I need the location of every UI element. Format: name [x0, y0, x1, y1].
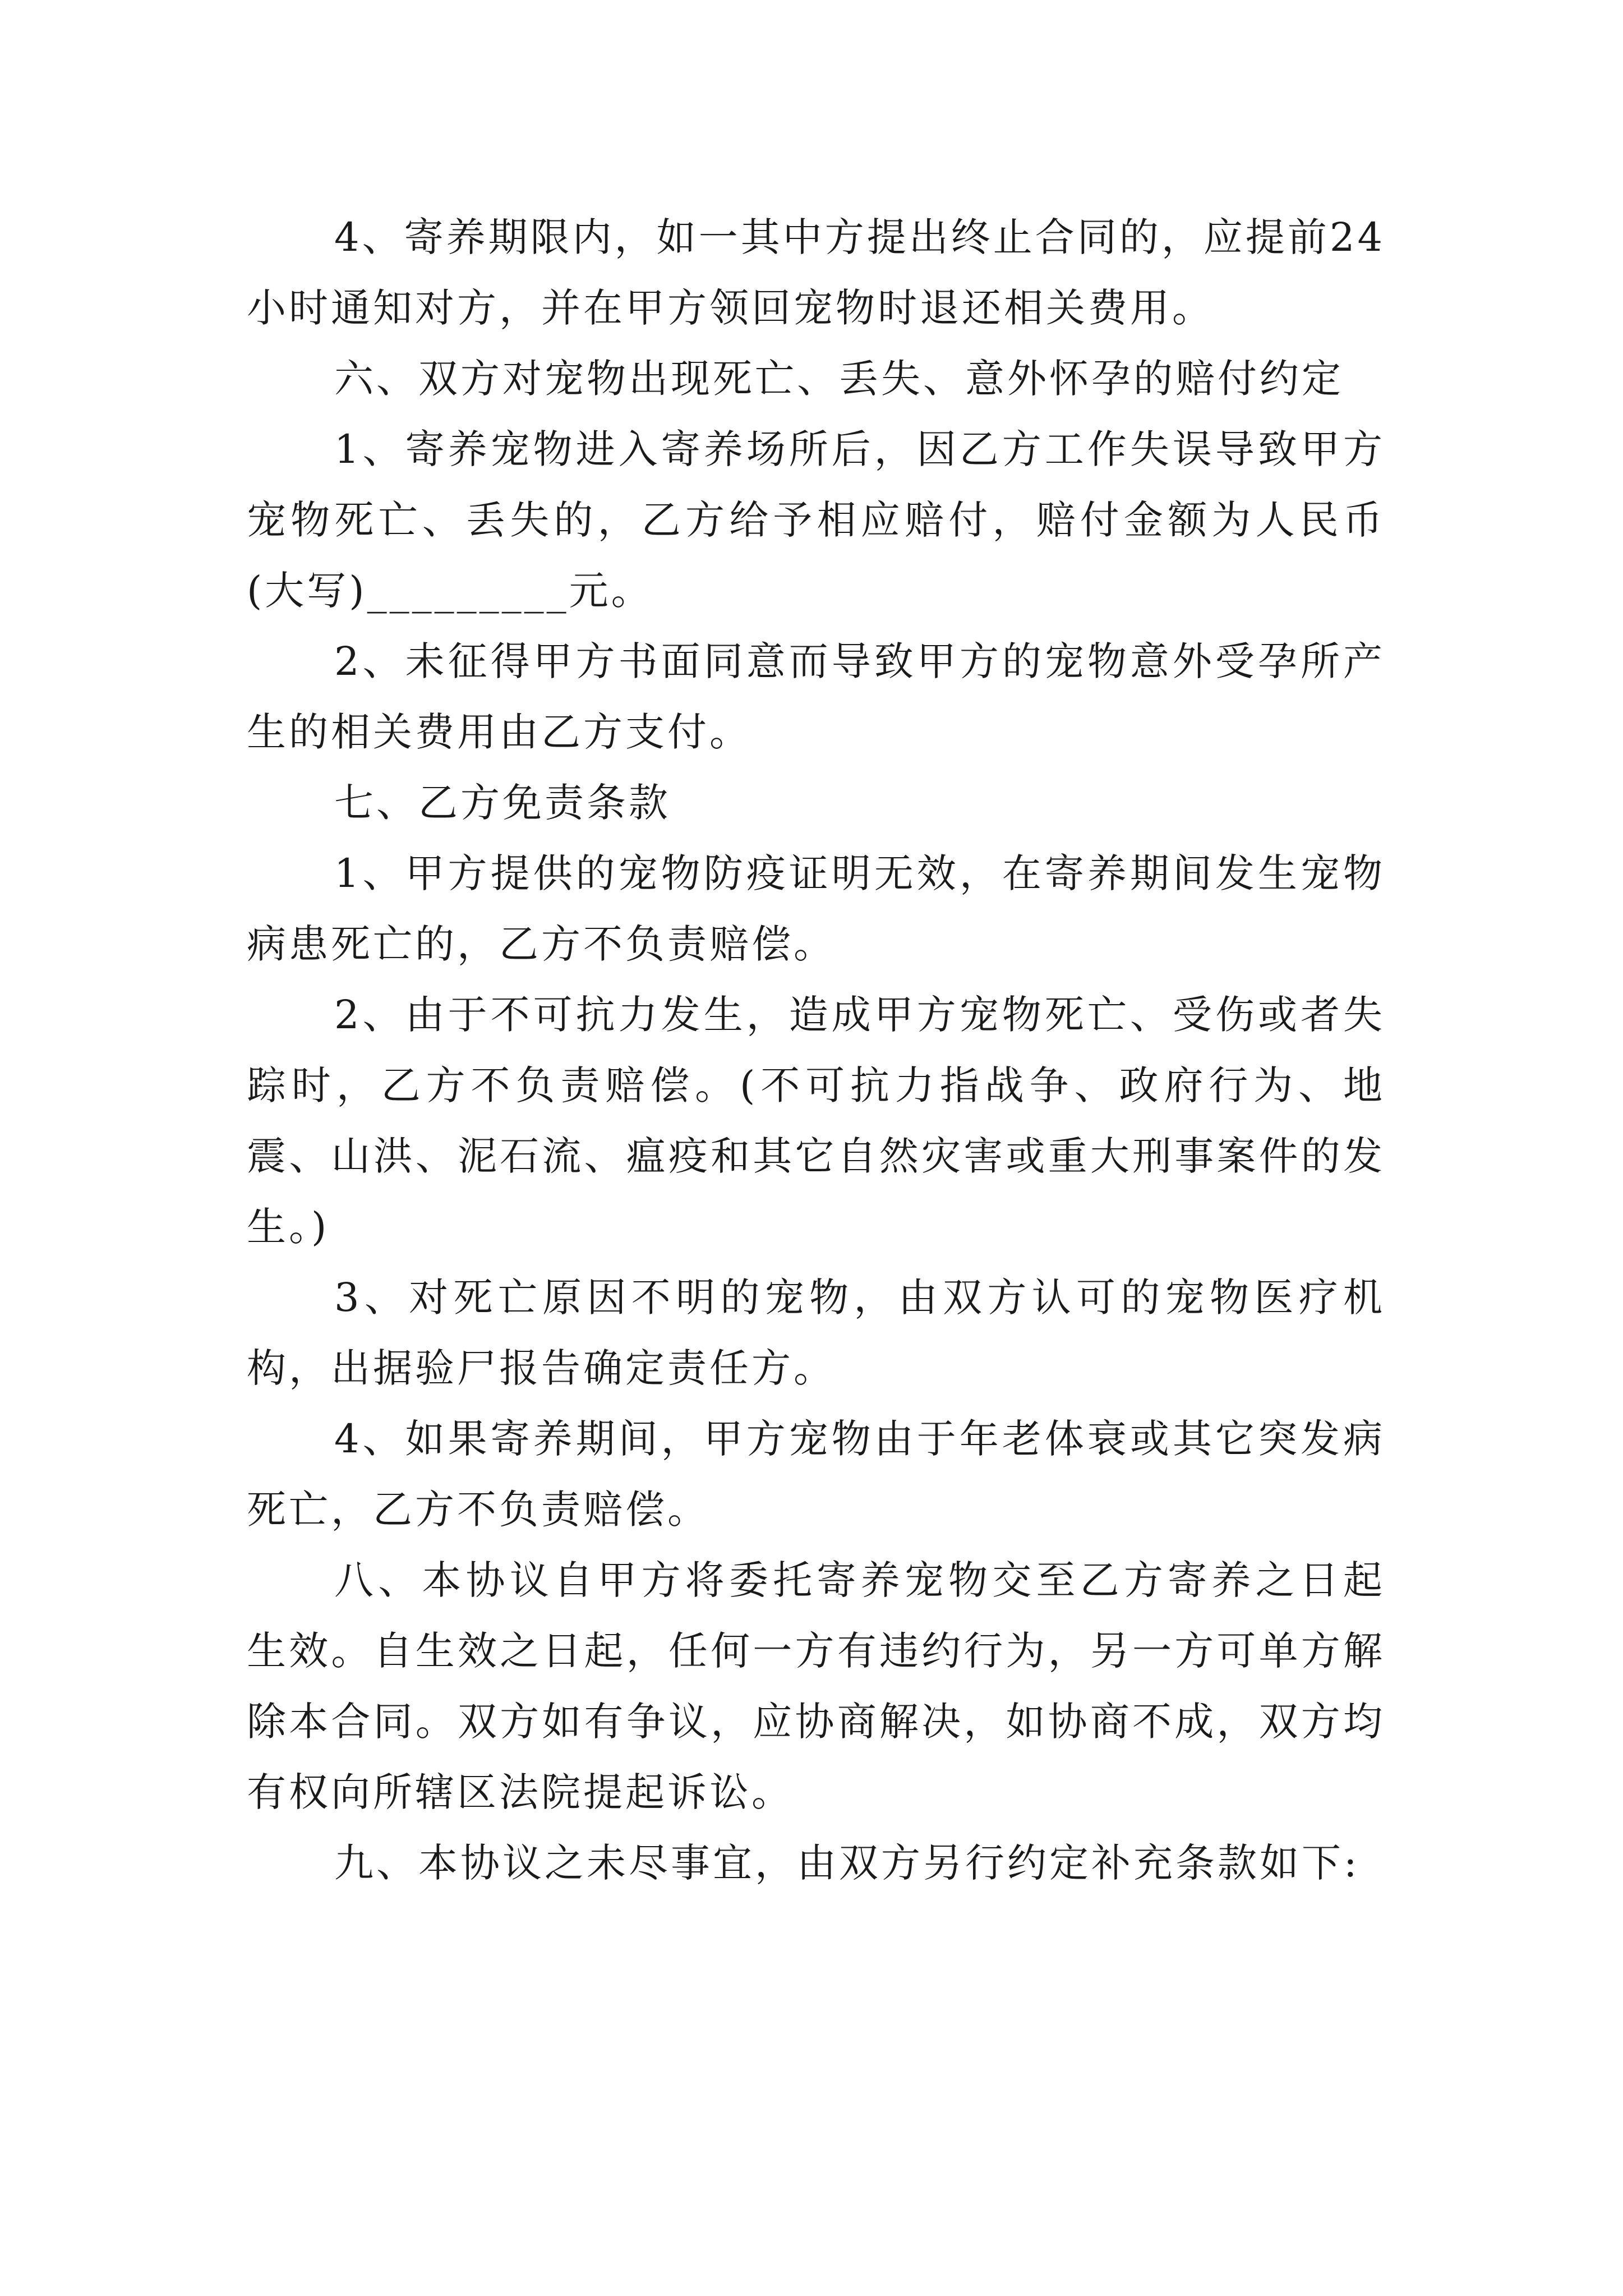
paragraph-termination-notice: 4、寄养期限内，如一其中方提出终止合同的，应提前24小时通知对方，并在甲方领回宠物时退还相关费用。 [247, 214, 1385, 331]
paragraph-force-majeure: 2、由于不可抗力发生，造成甲方宠物死亡、受伤或者失踪时，乙方不负责赔偿。(不可抗力指战争、政府行为、地震、山洪、泥石流、瘟疫和其它自然灾害或重大刑事案件的发生。) [247, 992, 1385, 1250]
paragraph-death-loss-compensation: 1、寄养宠物进入寄养场所后，因乙方工作失误导致甲方宠物死亡、丢失的，乙方给予相应赔付，赔付金额为人民币(大写)_________元。 [247, 426, 1385, 614]
paragraph-pregnancy-costs: 2、未征得甲方书面同意而导致甲方的宠物意外受孕所产生的相关费用由乙方支付。 [247, 638, 1385, 755]
paragraph-unknown-death-cause: 3、对死亡原因不明的宠物，由双方认可的宠物医疗机构，出据验尸报告确定责任方。 [247, 1274, 1385, 1391]
section-heading-compensation: 六、双方对宠物出现死亡、丢失、意外怀孕的赔付约定 [334, 356, 1344, 402]
paragraph-invalid-vaccination: 1、甲方提供的宠物防疫证明无效，在寄养期间发生宠物病患死亡的，乙方不负责赔偿。 [247, 850, 1385, 967]
paragraph-supplementary-terms: 九、本协议之未尽事宜，由双方另行约定补充条款如下: [334, 1840, 1360, 1886]
document-body [247, 202, 1385, 1898]
paragraph-effective-date: 八、本协议自甲方将委托寄养宠物交至乙方寄养之日起生效。自生效之日起，任何一方有违约行为，另一方可单方解除本合同。双方如有争议，应协商解决，如协商不成，双方均有权向所辖区法院提起诉讼。 [247, 1557, 1385, 1815]
section-heading-exemptions: 七、乙方免责条款 [334, 780, 671, 826]
paragraph-age-illness: 4、如果寄养期间，甲方宠物由于年老体衰或其它突发病死亡，乙方不负责赔偿。 [247, 1416, 1385, 1533]
